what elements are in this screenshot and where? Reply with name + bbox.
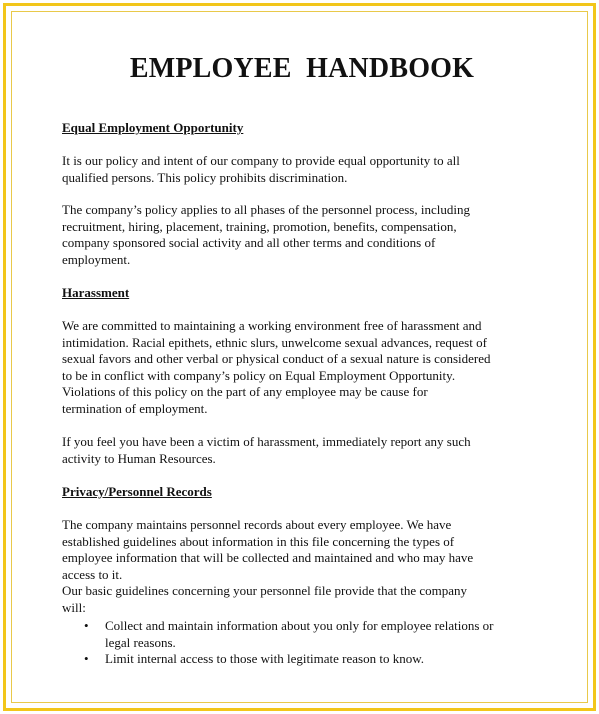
paragraph <box>62 202 542 268</box>
paragraph-line: The company’s policy applies to all phases of the personnel process, including <box>62 202 470 217</box>
paragraph-line: company sponsored social activity and all other terms and conditions of <box>62 235 436 250</box>
document-title: EMPLOYEE HANDBOOK <box>129 53 475 84</box>
paragraph-line: We are committed to maintaining a working environment free of harassment and <box>62 318 482 333</box>
paragraph-line: employee information that will be collected and maintained and who may have <box>62 550 474 565</box>
paragraph-line: established guidelines about information in this file concerning the types of <box>62 533 455 549</box>
bullet-list <box>62 618 552 668</box>
paragraph-line: intimidation. Racial epithets, ethnic slurs, unwelcome sexual advances, request of <box>62 334 487 350</box>
bullet-line: Collect and maintain information about you only for employee relations or <box>105 618 494 633</box>
bullet-icon: • <box>84 618 89 633</box>
paragraph-line: qualified persons. This policy prohibits discrimination. <box>62 169 348 185</box>
section-heading-harassment: Harassment <box>62 285 130 300</box>
paragraph-line: Violations of this policy on the part of any employee may be cause for <box>62 384 428 399</box>
paragraph-line: recruitment, hiring, placement, training, promotion, benefits, compensation, <box>62 218 457 234</box>
paragraph <box>62 153 542 186</box>
paragraph-line: will: <box>62 599 86 615</box>
paragraph-line: sexual favors and other verbal or physical conduct of a sexual nature is considered <box>62 351 491 366</box>
bullet-item <box>62 651 552 668</box>
paragraph-line: If you feel you have been a victim of harassment, immediately report any such <box>62 434 471 449</box>
paragraph-line: Our basic guidelines concerning your personnel file provide that the company <box>62 583 468 598</box>
section-heading-equal-employment: Equal Employment Opportunity <box>62 120 244 135</box>
paragraph-line: access to it. <box>62 566 123 582</box>
paragraph-line: activity to Human Resources. <box>62 450 216 466</box>
paragraph <box>62 517 542 616</box>
paragraph <box>62 434 542 467</box>
bullet-line: legal reasons. <box>105 634 176 650</box>
paragraph-line: to be in conflict with company’s policy on Equal Employment Opportunity. <box>62 367 456 383</box>
paragraph <box>62 318 542 417</box>
paragraph-line: The company maintains personnel records about every employee. We have <box>62 517 452 532</box>
section-heading-privacy-records: Privacy/Personnel Records <box>62 484 212 499</box>
bullet-icon: • <box>84 651 89 666</box>
paragraph-line: It is our policy and intent of our company to provide equal opportunity to all <box>62 153 460 168</box>
bullet-item <box>62 618 552 651</box>
paragraph-line: employment. <box>62 251 131 267</box>
bullet-line: Limit internal access to those with legitimate reason to know. <box>105 651 425 666</box>
paragraph-line: termination of employment. <box>62 400 208 416</box>
